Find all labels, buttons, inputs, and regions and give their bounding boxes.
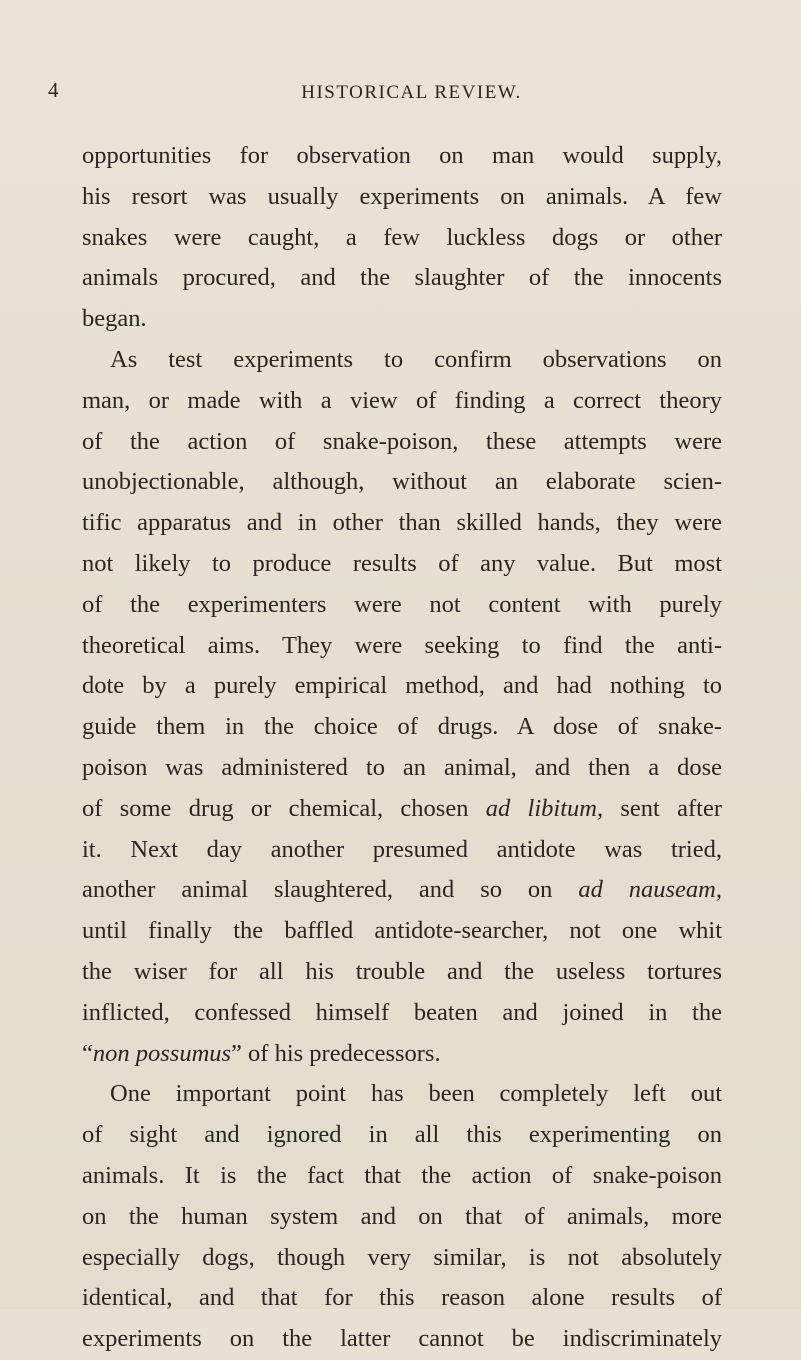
text-line: not likely to produce results of any value. But most [82,549,722,577]
text-line: tific apparatus and in other than skilled hands, they were [82,509,722,537]
text-line: until finally the baffled antidote-searcher, not one whit [82,917,722,945]
text-line: the wiser for all his trouble and the useless tortures [82,957,722,985]
text-line: unobjectionable, although, without an elaborate scien- [82,468,722,496]
italic-phrase: ad libitum, [485,794,604,822]
paragraph-2 [82,340,722,1074]
body-text [82,136,722,1360]
paragraph-1 [82,136,722,340]
text-fragment: another animal slaughtered, and so on [82,876,579,904]
text-line: poison was administered to an animal, and then a dose [82,753,722,781]
text-fragment: ” of his predecessors. [231,1039,441,1067]
page-number: 4 [48,78,59,102]
text-line: One important point has been completely left out [110,1080,722,1108]
text-line: of sight and ignored in all this experimenting on [82,1121,722,1149]
text-fragment: of some drug or chemical, chosen [82,794,486,822]
text-line-mixed [82,870,722,911]
paragraph-3 [82,1074,722,1360]
text-line-mixed [82,789,722,830]
text-line: snakes were caught, a few luckless dogs or other [82,223,722,251]
text-line: guide them in the choice of drugs. A dose of snake- [82,713,722,741]
text-line: experiments on the latter cannot be indiscriminately [82,1325,722,1353]
open-quote: “ [82,1039,93,1067]
text-line: man, or made with a view of finding a correct theory [82,386,722,414]
text-line: his resort was usually experiments on animals. A few [82,182,722,210]
text-line: animals procured, and the slaughter of the innocents [82,264,722,292]
text-line: on the human system and on that of animals, more [82,1202,722,1230]
italic-phrase: non possumus [92,1039,232,1067]
running-head: HISTORICAL REVIEW. [301,82,522,103]
text-line: identical, and that for this reason alone results of [82,1284,722,1312]
page-header [0,76,801,106]
text-line: it. Next day another presumed antidote was tried, [82,835,722,863]
text-line: theoretical aims. They were seeking to find the anti- [82,631,722,659]
text-line: especially dogs, though very similar, is not absolutely [82,1243,722,1271]
text-line: animals. It is the fact that the action of snake-poison [82,1161,722,1189]
text-line: As test experiments to confirm observations on [110,345,722,373]
text-line: inflicted, confessed himself beaten and joined in the [82,998,722,1026]
text-line: of the action of snake-poison, these attempts were [82,427,722,455]
italic-phrase: ad nauseam, [578,876,722,904]
text-line: of the experimenters were not content with purely [82,590,722,618]
text-line: opportunities for observation on man would supply, [82,142,722,169]
text-line: dote by a purely empirical method, and had nothing to [82,672,722,700]
text-line: began. [82,305,147,333]
text-line-mixed [82,1034,722,1075]
text-fragment: sent after [603,794,722,822]
